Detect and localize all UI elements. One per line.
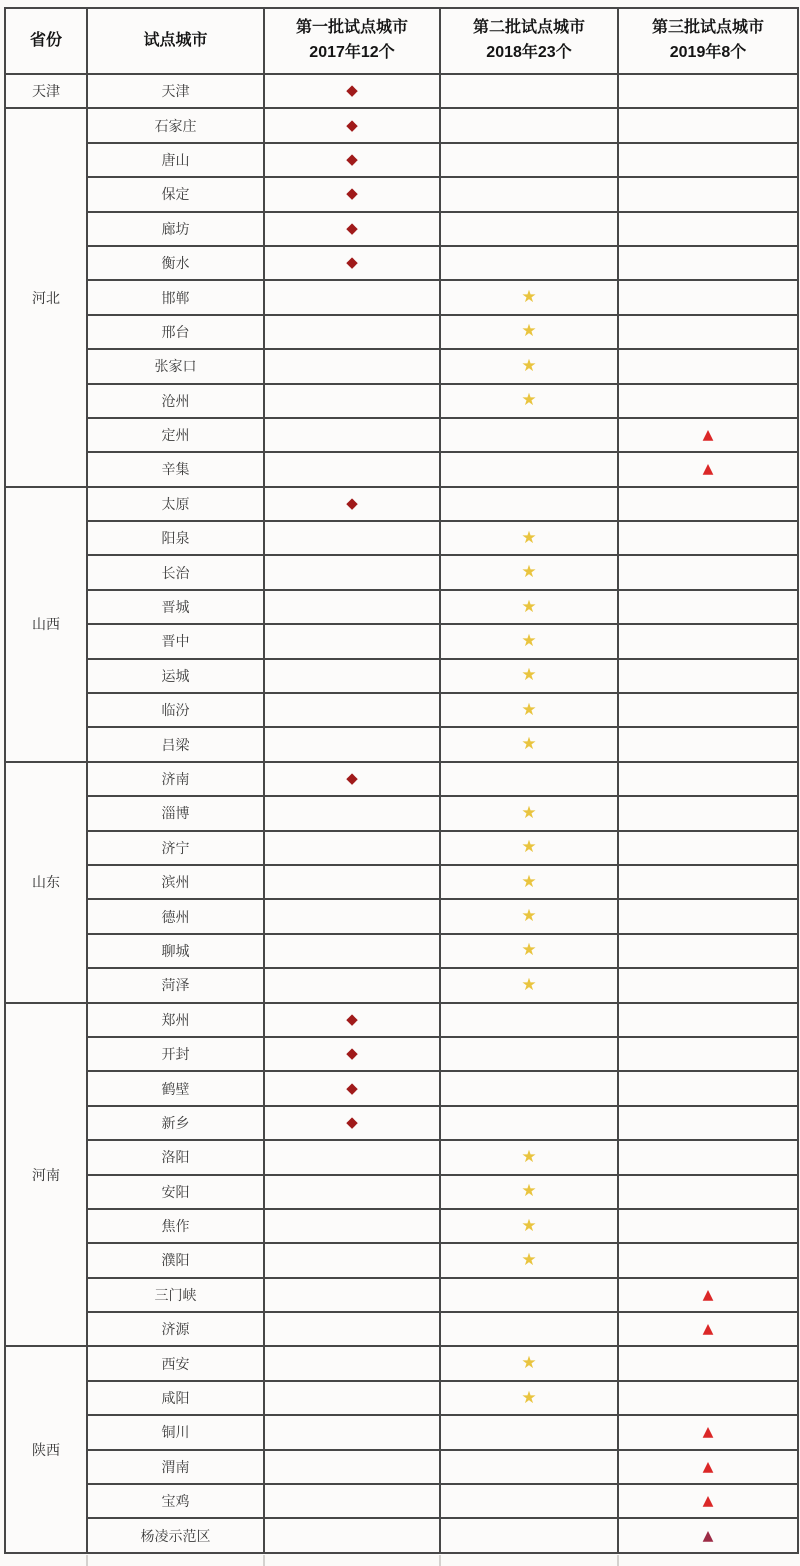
table-row (5, 831, 798, 865)
city-cell: 菏泽 (87, 968, 264, 1002)
second-batch-star-icon: ★ (521, 1215, 537, 1236)
city-cell: 铜川 (87, 1415, 264, 1449)
second-batch-star-icon: ★ (521, 699, 537, 720)
header-batch2-line1: 第二批试点城市 (472, 19, 585, 37)
table-row (5, 624, 798, 658)
marker-cell-batch1 (264, 1346, 440, 1380)
city-cell: 开封 (87, 1037, 264, 1071)
marker-cell-batch2 (440, 1484, 618, 1518)
marker-cell-batch1 (264, 521, 440, 555)
divider-remnant (439, 1555, 441, 1566)
city-cell: 晋城 (87, 590, 264, 624)
marker-cell-batch2 (440, 143, 618, 177)
city-cell: 邯郸 (87, 280, 264, 314)
city-cell: 滨州 (87, 865, 264, 899)
table-row (5, 1071, 798, 1105)
marker-cell-batch3 (618, 487, 798, 521)
city-cell: 济源 (87, 1312, 264, 1346)
table-row (5, 487, 798, 521)
marker-cell-batch2 (440, 1243, 618, 1277)
table-row (5, 384, 798, 418)
city-cell: 渭南 (87, 1450, 264, 1484)
table-row (5, 1484, 798, 1518)
marker-cell-batch1 (264, 555, 440, 589)
marker-cell-batch2 (440, 1312, 618, 1346)
marker-cell-batch2 (440, 762, 618, 796)
header-batch2-line2: 2018年23个 (486, 44, 572, 61)
first-batch-diamond-icon: ◆ (346, 115, 358, 134)
bottom-crop-artifact (0, 1555, 800, 1566)
city-cell: 定州 (87, 418, 264, 452)
city-cell: 济宁 (87, 831, 264, 865)
marker-cell-batch1 (264, 1312, 440, 1346)
table-row (5, 1175, 798, 1209)
table-row (5, 1209, 798, 1243)
second-batch-star-icon: ★ (521, 527, 537, 548)
first-batch-diamond-icon: ◆ (346, 769, 358, 787)
city-cell: 新乡 (87, 1106, 264, 1140)
marker-cell-batch3 (618, 1003, 798, 1037)
city-cell: 辛集 (87, 452, 264, 486)
table-row (5, 1140, 798, 1174)
city-cell: 安阳 (87, 1175, 264, 1209)
city-cell: 天津 (87, 74, 264, 108)
marker-cell-batch1 (264, 143, 440, 177)
first-batch-diamond-icon: ◆ (346, 149, 358, 168)
marker-cell-batch3 (618, 659, 798, 693)
marker-cell-batch3 (618, 1312, 798, 1346)
second-batch-star-icon: ★ (521, 906, 537, 927)
marker-cell-batch3 (618, 1140, 798, 1174)
first-batch-diamond-icon: ◆ (346, 1009, 358, 1028)
table-row (5, 762, 798, 796)
marker-cell-batch3 (618, 590, 798, 624)
marker-cell-batch1 (264, 624, 440, 658)
table-row (5, 590, 798, 624)
marker-cell-batch1 (264, 315, 440, 349)
marker-cell-batch2 (440, 1415, 618, 1449)
city-cell: 吕梁 (87, 727, 264, 761)
table-row (5, 899, 798, 933)
marker-cell-batch3 (618, 968, 798, 1002)
table-row (5, 452, 798, 486)
marker-cell-batch3 (618, 1278, 798, 1312)
marker-cell-batch2 (440, 1346, 618, 1380)
pilot-cities-table-wrap (4, 7, 797, 1554)
table-row (5, 934, 798, 968)
marker-cell-batch3 (618, 1175, 798, 1209)
marker-cell-batch1 (264, 1209, 440, 1243)
marker-cell-batch1 (264, 1450, 440, 1484)
marker-cell-batch1 (264, 74, 440, 108)
first-batch-diamond-icon: ◆ (346, 184, 358, 203)
marker-cell-batch1 (264, 831, 440, 865)
table-row (5, 74, 798, 108)
first-batch-diamond-icon: ◆ (346, 493, 358, 512)
table-row (5, 865, 798, 899)
marker-cell-batch3 (618, 865, 798, 899)
marker-cell-batch1 (264, 934, 440, 968)
first-batch-diamond-icon: ◆ (346, 1078, 358, 1097)
marker-cell-batch3 (618, 452, 798, 486)
marker-cell-batch2 (440, 899, 618, 933)
city-cell: 衡水 (87, 246, 264, 280)
marker-cell-batch3 (618, 762, 798, 796)
table-row (5, 1346, 798, 1380)
divider-remnant (86, 1555, 88, 1566)
marker-cell-batch2 (440, 831, 618, 865)
second-batch-star-icon: ★ (521, 390, 537, 411)
province-cell: 河北 (5, 108, 87, 486)
province-cell: 天津 (5, 74, 87, 108)
marker-cell-batch3 (618, 1243, 798, 1277)
header-row (5, 8, 798, 74)
second-batch-star-icon: ★ (521, 837, 537, 858)
header-province (5, 8, 87, 74)
marker-cell-batch1 (264, 1175, 440, 1209)
second-batch-star-icon: ★ (521, 1387, 537, 1408)
city-cell: 濮阳 (87, 1243, 264, 1277)
table-row (5, 212, 798, 246)
marker-cell-batch2 (440, 108, 618, 142)
city-cell: 郑州 (87, 1003, 264, 1037)
marker-cell-batch3 (618, 418, 798, 452)
first-batch-diamond-icon: ◆ (346, 218, 358, 237)
marker-cell-batch2 (440, 1140, 618, 1174)
city-cell: 宝鸡 (87, 1484, 264, 1518)
marker-cell-batch3 (618, 1346, 798, 1380)
marker-cell-batch2 (440, 384, 618, 418)
table-row (5, 246, 798, 280)
marker-cell-batch1 (264, 899, 440, 933)
marker-cell-batch1 (264, 1243, 440, 1277)
first-batch-diamond-icon: ◆ (346, 253, 358, 272)
city-cell: 运城 (87, 659, 264, 693)
table-header (5, 8, 798, 74)
marker-cell-batch3 (618, 934, 798, 968)
table-row (5, 1106, 798, 1140)
second-batch-star-icon: ★ (521, 940, 537, 961)
marker-cell-batch1 (264, 1003, 440, 1037)
table-row (5, 727, 798, 761)
second-batch-star-icon: ★ (521, 562, 537, 583)
marker-cell-batch1 (264, 727, 440, 761)
table-row (5, 796, 798, 830)
city-cell: 济南 (87, 762, 264, 796)
second-batch-star-icon: ★ (521, 1146, 537, 1167)
city-cell: 唐山 (87, 143, 264, 177)
table-row (5, 693, 798, 727)
header-city (87, 8, 264, 74)
marker-cell-batch1 (264, 177, 440, 211)
marker-cell-batch3 (618, 693, 798, 727)
second-batch-star-icon: ★ (521, 665, 537, 686)
marker-cell-batch2 (440, 74, 618, 108)
marker-cell-batch2 (440, 1175, 618, 1209)
table-row (5, 1278, 798, 1312)
marker-cell-batch2 (440, 968, 618, 1002)
marker-cell-batch3 (618, 796, 798, 830)
table-row (5, 1450, 798, 1484)
marker-cell-batch2 (440, 624, 618, 658)
header-batch3-line1: 第三批试点城市 (651, 19, 764, 37)
table-row (5, 108, 798, 142)
table-row (5, 349, 798, 383)
header-batch1 (264, 8, 440, 74)
marker-cell-batch2 (440, 1037, 618, 1071)
second-batch-star-icon: ★ (521, 1249, 537, 1270)
city-cell: 聊城 (87, 934, 264, 968)
marker-cell-batch3 (618, 315, 798, 349)
city-cell: 临汾 (87, 693, 264, 727)
marker-cell-batch2 (440, 1003, 618, 1037)
marker-cell-batch2 (440, 727, 618, 761)
city-cell: 咸阳 (87, 1381, 264, 1415)
marker-cell-batch2 (440, 1071, 618, 1105)
marker-cell-batch1 (264, 865, 440, 899)
table-row (5, 555, 798, 589)
divider-remnant (263, 1555, 265, 1566)
marker-cell-batch1 (264, 1415, 440, 1449)
third-batch-triangle-icon: ▲ (702, 1424, 714, 1441)
marker-cell-batch1 (264, 418, 440, 452)
marker-cell-batch1 (264, 1381, 440, 1415)
marker-cell-batch3 (618, 1484, 798, 1518)
city-cell: 西安 (87, 1346, 264, 1380)
table-row (5, 1243, 798, 1277)
second-batch-star-icon: ★ (521, 974, 537, 995)
marker-cell-batch2 (440, 280, 618, 314)
header-batch2 (440, 8, 618, 74)
header-batch3-line2: 2019年8个 (669, 44, 747, 61)
marker-cell-batch1 (264, 762, 440, 796)
second-batch-star-icon: ★ (521, 630, 537, 651)
marker-cell-batch1 (264, 1140, 440, 1174)
third-batch-triangle-icon: ▲ (702, 427, 714, 444)
marker-cell-batch3 (618, 177, 798, 211)
table-row (5, 659, 798, 693)
marker-cell-batch3 (618, 384, 798, 418)
marker-cell-batch3 (618, 1518, 798, 1552)
second-batch-star-icon: ★ (521, 1353, 537, 1374)
header-batch1-line2: 2017年12个 (309, 44, 395, 61)
marker-cell-batch1 (264, 349, 440, 383)
table-row (5, 418, 798, 452)
first-batch-diamond-icon: ◆ (346, 1112, 358, 1131)
marker-cell-batch2 (440, 693, 618, 727)
second-batch-star-icon: ★ (521, 734, 537, 755)
marker-cell-batch1 (264, 1484, 440, 1518)
marker-cell-batch1 (264, 1071, 440, 1105)
city-cell: 张家口 (87, 349, 264, 383)
city-cell: 阳泉 (87, 521, 264, 555)
table-row (5, 968, 798, 1002)
third-batch-triangle-icon: ▲ (702, 461, 714, 478)
marker-cell-batch2 (440, 246, 618, 280)
first-batch-diamond-icon: ◆ (346, 81, 358, 100)
table-row (5, 143, 798, 177)
city-cell: 三门峡 (87, 1278, 264, 1312)
city-cell: 太原 (87, 487, 264, 521)
second-batch-star-icon: ★ (521, 1181, 537, 1202)
city-cell: 洛阳 (87, 1140, 264, 1174)
header-batch3 (618, 8, 798, 74)
marker-cell-batch1 (264, 1278, 440, 1312)
table-row (5, 521, 798, 555)
pilot-cities-table (4, 7, 799, 1554)
third-batch-triangle-icon: ▲ (702, 1286, 714, 1303)
city-cell: 焦作 (87, 1209, 264, 1243)
marker-cell-batch1 (264, 384, 440, 418)
city-cell: 石家庄 (87, 108, 264, 142)
marker-cell-batch2 (440, 487, 618, 521)
header-province-label: 省份 (29, 31, 62, 49)
marker-cell-batch3 (618, 1450, 798, 1484)
table-row (5, 1003, 798, 1037)
third-batch-dark-triangle-icon: ▲ (702, 1527, 714, 1544)
table-row (5, 1037, 798, 1071)
province-cell: 山西 (5, 487, 87, 762)
marker-cell-batch1 (264, 1037, 440, 1071)
province-cell: 河南 (5, 1003, 87, 1347)
marker-cell-batch2 (440, 212, 618, 246)
marker-cell-batch1 (264, 590, 440, 624)
marker-cell-batch2 (440, 1381, 618, 1415)
marker-cell-batch3 (618, 1106, 798, 1140)
marker-cell-batch3 (618, 108, 798, 142)
marker-cell-batch1 (264, 659, 440, 693)
marker-cell-batch2 (440, 796, 618, 830)
city-cell: 长治 (87, 555, 264, 589)
marker-cell-batch2 (440, 452, 618, 486)
table-row (5, 315, 798, 349)
table-row (5, 1312, 798, 1346)
table-row (5, 280, 798, 314)
table-row (5, 1415, 798, 1449)
marker-cell-batch2 (440, 521, 618, 555)
marker-cell-batch1 (264, 487, 440, 521)
marker-cell-batch2 (440, 177, 618, 211)
marker-cell-batch1 (264, 246, 440, 280)
marker-cell-batch3 (618, 624, 798, 658)
marker-cell-batch3 (618, 1209, 798, 1243)
marker-cell-batch1 (264, 968, 440, 1002)
second-batch-star-icon: ★ (521, 871, 537, 892)
marker-cell-batch3 (618, 212, 798, 246)
marker-cell-batch3 (618, 349, 798, 383)
marker-cell-batch1 (264, 452, 440, 486)
marker-cell-batch2 (440, 349, 618, 383)
second-batch-star-icon: ★ (521, 287, 537, 308)
marker-cell-batch3 (618, 1415, 798, 1449)
marker-cell-batch2 (440, 934, 618, 968)
marker-cell-batch3 (618, 246, 798, 280)
marker-cell-batch1 (264, 796, 440, 830)
marker-cell-batch3 (618, 521, 798, 555)
first-batch-diamond-icon: ◆ (346, 1044, 358, 1063)
marker-cell-batch3 (618, 280, 798, 314)
marker-cell-batch3 (618, 555, 798, 589)
city-cell: 德州 (87, 899, 264, 933)
marker-cell-batch2 (440, 865, 618, 899)
marker-cell-batch1 (264, 1518, 440, 1552)
marker-cell-batch1 (264, 1106, 440, 1140)
marker-cell-batch1 (264, 108, 440, 142)
marker-cell-batch1 (264, 212, 440, 246)
marker-cell-batch3 (618, 1071, 798, 1105)
second-batch-star-icon: ★ (521, 355, 537, 376)
marker-cell-batch3 (618, 143, 798, 177)
city-cell: 淄博 (87, 796, 264, 830)
second-batch-star-icon: ★ (521, 596, 537, 617)
marker-cell-batch1 (264, 280, 440, 314)
city-cell: 鹤壁 (87, 1071, 264, 1105)
marker-cell-batch2 (440, 590, 618, 624)
marker-cell-batch2 (440, 1518, 618, 1552)
table-body (5, 74, 798, 1553)
city-cell: 沧州 (87, 384, 264, 418)
province-cell: 陕西 (5, 1346, 87, 1552)
city-cell: 廊坊 (87, 212, 264, 246)
marker-cell-batch2 (440, 1209, 618, 1243)
header-city-label: 试点城市 (143, 31, 208, 49)
third-batch-triangle-icon: ▲ (702, 1321, 714, 1338)
marker-cell-batch1 (264, 693, 440, 727)
marker-cell-batch3 (618, 1037, 798, 1071)
marker-cell-batch2 (440, 1106, 618, 1140)
marker-cell-batch3 (618, 1381, 798, 1415)
header-batch1-line1: 第一批试点城市 (295, 19, 408, 37)
third-batch-triangle-icon: ▲ (702, 1458, 714, 1475)
table-row (5, 1381, 798, 1415)
marker-cell-batch2 (440, 315, 618, 349)
marker-cell-batch3 (618, 899, 798, 933)
marker-cell-batch2 (440, 555, 618, 589)
marker-cell-batch2 (440, 1278, 618, 1312)
city-cell: 邢台 (87, 315, 264, 349)
marker-cell-batch3 (618, 74, 798, 108)
table-row (5, 177, 798, 211)
marker-cell-batch3 (618, 831, 798, 865)
marker-cell-batch2 (440, 1450, 618, 1484)
marker-cell-batch3 (618, 727, 798, 761)
divider-remnant (617, 1555, 619, 1566)
marker-cell-batch2 (440, 659, 618, 693)
city-cell: 保定 (87, 177, 264, 211)
city-cell: 杨凌示范区 (87, 1518, 264, 1552)
marker-cell-batch2 (440, 418, 618, 452)
third-batch-triangle-icon: ▲ (702, 1493, 714, 1510)
province-cell: 山东 (5, 762, 87, 1003)
table-row (5, 1518, 798, 1552)
city-cell: 晋中 (87, 624, 264, 658)
second-batch-star-icon: ★ (521, 321, 537, 342)
second-batch-star-icon: ★ (521, 802, 537, 823)
